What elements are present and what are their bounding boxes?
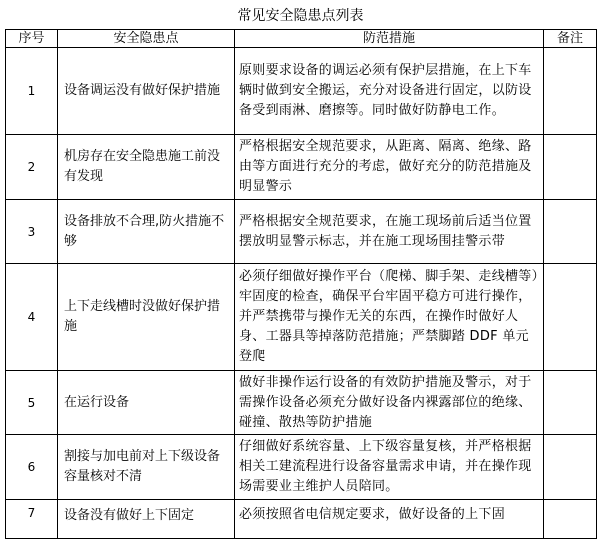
row-measure: 做好非操作运行设备的有效防护措施及警示，对于需操作设备必须充分做好设备内裸露部位的绝缘、碰撞、散热等防护措施	[235, 371, 544, 435]
row-measure: 严格根据安全规范要求，在施工现场前后适当位置摆放明显警示标志，并在施工现场围挂警示带	[235, 200, 544, 264]
row-index: 1	[6, 48, 58, 135]
row-index: 2	[6, 135, 58, 200]
header-index: 序号	[6, 30, 58, 48]
row-hazard: 割接与加电前对上下级设备容量核对不清	[58, 435, 235, 500]
table-row	[6, 48, 597, 135]
row-hazard: 设备调运没有做好保护措施	[58, 48, 235, 135]
row-note	[544, 435, 597, 500]
row-hazard: 机房存在安全隐患施工前没有发现	[58, 135, 235, 200]
header-note: 备注	[544, 30, 597, 48]
row-note	[544, 200, 597, 264]
row-index: 4	[6, 264, 58, 371]
row-index: 3	[6, 200, 58, 264]
table-row	[6, 435, 597, 500]
hazard-table	[5, 29, 597, 539]
row-note	[544, 500, 597, 539]
row-measure: 原则要求设备的调运必须有保护层措施，在上下车辆时做到安全搬运，充分对设备进行固定，以防设备受到雨淋、磨擦等。同时做好防静电工作。	[235, 48, 544, 135]
table-header-row	[6, 30, 597, 48]
table-row	[6, 200, 597, 264]
row-measure: 必须按照省电信规定要求，做好设备的上下固	[235, 500, 544, 539]
table-row	[6, 371, 597, 435]
row-index: 6	[6, 435, 58, 500]
row-note	[544, 371, 597, 435]
header-hazard: 安全隐患点	[58, 30, 235, 48]
row-hazard: 上下走线槽时没做好保护措施	[58, 264, 235, 371]
row-hazard: 在运行设备	[58, 371, 235, 435]
table-row	[6, 500, 597, 539]
row-hazard: 设备排放不合理,防火措施不够	[58, 200, 235, 264]
table-row	[6, 264, 597, 371]
table-title: 常见安全隐患点列表	[237, 8, 364, 24]
row-measure: 必须仔细做好操作平台（爬梯、脚手架、走线槽等）牢固度的检查，确保平台牢固平稳方可进行操作，并严禁携带与操作无关的东西，在操作时做好人身、工器具等掉落防范措施；严禁脚踏 DDF 单元登爬	[235, 264, 544, 371]
row-note	[544, 48, 597, 135]
row-measure: 仔细做好系统容量、上下级容量复核，并严格根据相关工建流程进行设备容量需求申请，并在操作现场需要业主维护人员陪同。	[235, 435, 544, 500]
row-note	[544, 264, 597, 371]
row-note	[544, 135, 597, 200]
row-measure: 严格根据安全规范要求，从距离、隔离、绝缘、路由等方面进行充分的考虑，做好充分的防范措施及明显警示	[235, 135, 544, 200]
row-index: 7	[6, 500, 58, 539]
header-measure: 防范措施	[235, 30, 544, 48]
row-index: 5	[6, 371, 58, 435]
table-row	[6, 135, 597, 200]
row-hazard: 设备没有做好上下固定	[58, 500, 235, 539]
